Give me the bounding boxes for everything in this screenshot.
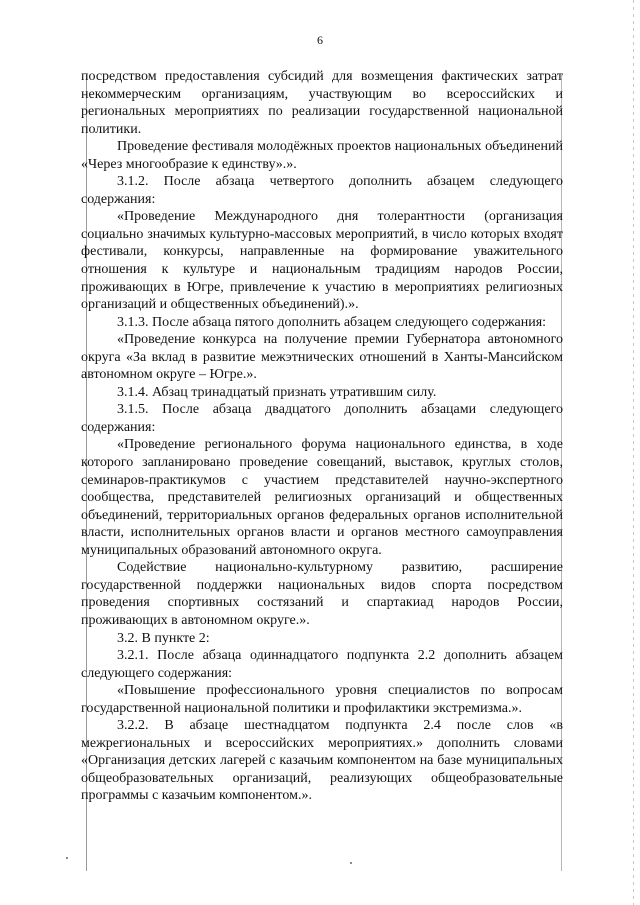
paragraph: 3.1.4. Абзац тринадцатый признать утратившим силу. xyxy=(117,384,437,400)
paragraph: 3.2. В пункте 2: xyxy=(117,630,210,646)
paragraph: «Повышение профессионального уровня специалистов по вопросам государственной национальной политики и профилактики экстремизма.». xyxy=(81,683,563,716)
paragraph: «Проведение конкурса на получение премии Губернатора автономного округа «За вклад в развитие межэтнических отношений в Ханты-Мансийском автономном округе – Югре.». xyxy=(81,332,563,383)
scan-speck xyxy=(350,862,352,864)
paragraph: 3.2.2. В абзаце шестнадцатом подпункта 2.4 после слов «в межрегиональных и всероссийских мероприятиях.» дополнить словами «Организация детских лагерей с казачьим компонентом на базе муниципальных общеобразовательных организаций, реализующих общеобразовательные программы с казачьим компонентом.». xyxy=(81,718,563,804)
paragraph: 3.1.3. После абзаца пятого дополнить абзацем следующего содержания: xyxy=(117,314,547,330)
paragraph: «Проведение Международного дня толерантности (организация социально значимых культурно-массовых мероприятий, в число которых входят фестивали, конкурсы, направленные на формирование уважительного отношения к культуре и национальным традициям народов России, проживающих в Югре, привлечение к участию в мероприятиях религиозных организаций и общественных объединений).». xyxy=(81,209,563,313)
scan-edge-artifact xyxy=(633,0,634,905)
paragraph: 3.1.2. После абзаца четвертого дополнить абзацем следующего содержания: xyxy=(81,174,563,207)
paragraph: Содействие национально-культурному развитию, расширение государственной поддержки национальных видов спорта посредством проведения спортивных состязаний и спартакиад народов России, проживающих в автономном округе.». xyxy=(81,560,563,628)
document-body xyxy=(81,68,563,805)
paragraph: 3.2.1. После абзаца одиннадцатого подпункта 2.2 дополнить абзацем следующего содержания: xyxy=(81,648,563,681)
paragraph: 3.1.5. После абзаца двадцатого дополнить абзацами следующего содержания: xyxy=(81,402,563,435)
paragraph: Проведение фестиваля молодёжных проектов национальных объединений «Через многообразие к единству».». xyxy=(81,139,563,172)
scan-speck xyxy=(66,857,68,859)
page-number: 6 xyxy=(317,33,323,47)
paragraph: посредством предоставления субсидий для возмещения фактических затрат некоммерческим организациям, участвующим во всероссийских и региональных мероприятиях по реализации государственной национальной политики. xyxy=(81,69,563,137)
paragraph: «Проведение регионального форума национального единства, в ходе которого запланировано проведение совещаний, выставок, круглых столов, семинаров-практикумов с участием представителей научно-экспертного сообщества, представителей религиозных организаций и общественных объединений, территориальных органов федеральных органов исполнительной власти, исполнительных органов власти и органов местного самоуправления муниципальных образований автономного округа. xyxy=(81,437,563,558)
